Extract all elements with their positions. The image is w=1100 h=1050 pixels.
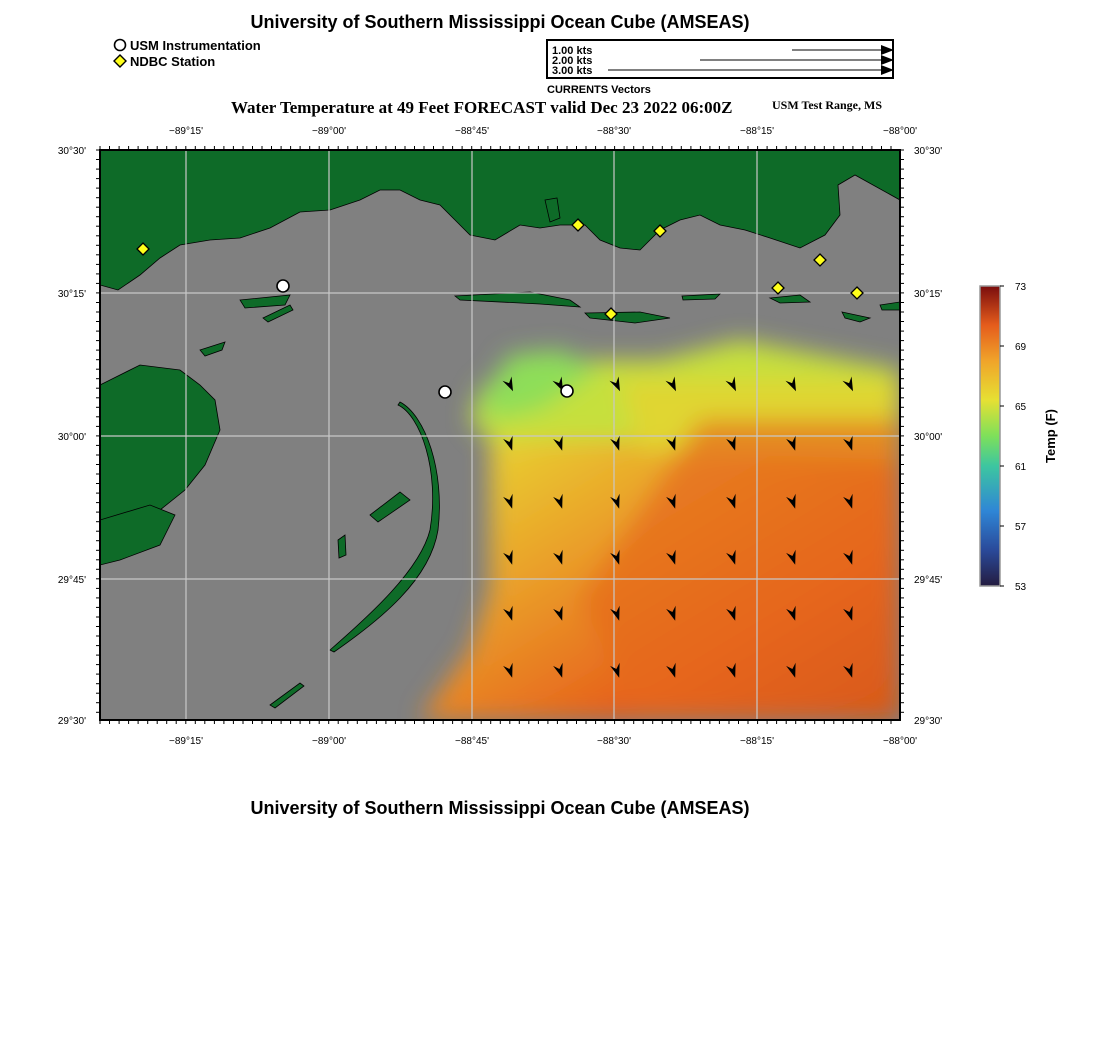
lon-tick-label: −88°45' [455,126,489,137]
lon-labels-top [169,126,917,137]
lat-tick-label: 29°30' [914,716,943,727]
colorbar [970,270,1070,600]
lon-tick-label: −88°45' [455,736,489,747]
footer-title: University of Southern Mississippi Ocean Cube (AMSEAS) [250,798,750,818]
lon-tick-label: −88°30' [597,736,631,747]
lon-tick-label: −89°15' [169,736,203,747]
colorbar-tick-label: 69 [1015,342,1027,353]
lat-tick-label: 30°30' [914,146,943,157]
lon-tick-label: −89°15' [169,126,203,137]
colorbar-tick-label: 73 [1015,282,1027,293]
arrow-icon [881,65,894,75]
map-panel[interactable] [0,110,960,760]
vector-legend-box [546,39,894,79]
lon-tick-label: −88°00' [883,736,917,747]
colorbar-tick-label: 53 [1015,582,1027,593]
colorbar-gradient [980,286,1000,586]
legend-usm [113,37,261,53]
usm-station-marker[interactable] [561,385,573,397]
lat-tick-label: 29°30' [57,716,86,727]
colorbar-label: Temp (F) [1043,409,1058,463]
lat-tick-label: 30°30' [57,146,86,157]
lat-tick-label: 30°15' [57,289,86,300]
lat-labels-left [58,146,86,727]
vector-legend-caption: CURRENTS Vectors [547,84,651,96]
vector-legend-row: 1.00 kts [552,45,593,57]
lon-tick-label: −88°30' [597,126,631,137]
usm-station-marker[interactable] [439,386,451,398]
vector-legend-arrows [548,41,894,79]
lon-tick-label: −88°15' [740,126,774,137]
lon-tick-label: −89°00' [312,736,346,747]
lat-tick-label: 30°00' [57,432,86,443]
temperature-field [420,340,900,720]
colorbar-tick-label: 61 [1015,462,1027,473]
map-subtitle: Water Temperature at 49 Feet FORECAST valid Dec 23 2022 06:00Z [231,98,733,117]
lon-tick-label: −89°00' [312,126,346,137]
diamond-marker-icon [113,54,127,68]
lat-tick-label: 30°00' [914,432,943,443]
usm-station-marker[interactable] [277,280,289,292]
legend-ndbc [113,53,215,69]
map-subtitle-location: USM Test Range, MS [772,98,883,112]
colorbar-tick-label: 65 [1015,402,1027,413]
legend-usm-label: USM Instrumentation [130,37,261,53]
vector-legend-row: 2.00 kts [552,55,593,67]
arrow-icon [881,45,894,55]
legend-ndbc-label: NDBC Station [130,53,216,69]
lon-tick-label: −88°00' [883,126,917,137]
circle-marker-icon [113,38,127,52]
lat-tick-label: 29°45' [57,575,86,586]
arrow-icon [881,55,894,65]
lat-labels-right [914,146,942,727]
lon-tick-label: −88°15' [740,736,774,747]
page-title: University of Southern Mississippi Ocean Cube (AMSEAS) [250,12,750,32]
lat-tick-label: 30°15' [914,289,943,300]
lon-labels-bottom [169,736,917,747]
vector-legend-row: 3.00 kts [552,65,593,77]
colorbar-tick-label: 57 [1015,522,1027,533]
lat-tick-label: 29°45' [914,575,943,586]
